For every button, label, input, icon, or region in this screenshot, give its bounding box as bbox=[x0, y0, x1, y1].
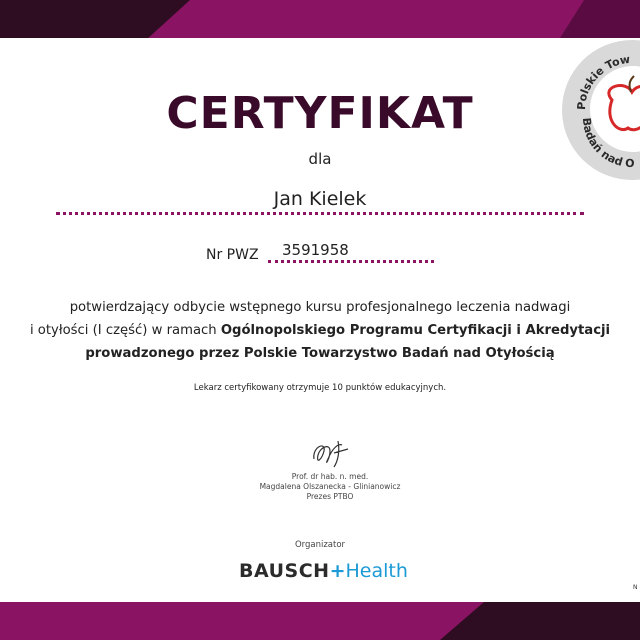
signatory-title: Prof. dr hab. n. med. bbox=[291, 472, 369, 481]
signatory-name: Magdalena Olszanecka - Glinianowicz bbox=[259, 482, 401, 491]
brand-plus: + bbox=[329, 560, 346, 582]
corner-mark: N bbox=[633, 584, 638, 591]
seal-text-bottom: Badań nad O bbox=[579, 117, 635, 171]
name-dotted-line bbox=[56, 212, 584, 215]
brand-part-2: Health bbox=[345, 560, 408, 582]
body-line-2 bbox=[0, 319, 640, 342]
bausch-health-logo bbox=[239, 560, 408, 582]
certificate-title: CERTYFIKAT bbox=[166, 88, 474, 139]
recipient-name: Jan Kielek bbox=[273, 188, 367, 210]
body-line-2-plain: i otyłości (I część) w ramach bbox=[29, 323, 221, 338]
brand-part-1: BAUSCH bbox=[239, 560, 330, 582]
handwritten-signature bbox=[308, 437, 352, 471]
program-name: Ogólnopolskiego Programu Certyfikacji i Akredytacji bbox=[220, 323, 611, 338]
organizer-label: Organizator bbox=[294, 540, 346, 550]
signatory-role: Prezes PTBO bbox=[306, 492, 354, 501]
signatory-block bbox=[0, 472, 640, 502]
for-label: dla bbox=[308, 150, 332, 168]
organization-name: prowadzonego przez Polskie Towarzystwo Badań nad Otyłością bbox=[85, 346, 555, 361]
pwz-dotted-line bbox=[268, 260, 434, 263]
points-note: Lekarz certyfikowany otrzymuje 10 punktów edukacyjnych. bbox=[193, 383, 447, 393]
body-line-1: potwierdzający odbycie wstępnego kursu profesjonalnego leczenia nadwagi bbox=[69, 300, 571, 315]
body-line-3 bbox=[0, 342, 640, 365]
pwz-number: 3591958 bbox=[282, 241, 349, 259]
certificate-body bbox=[0, 296, 640, 365]
seal-text-top: Polskie Tow bbox=[574, 52, 631, 111]
pwz-label: Nr PWZ bbox=[206, 247, 259, 263]
